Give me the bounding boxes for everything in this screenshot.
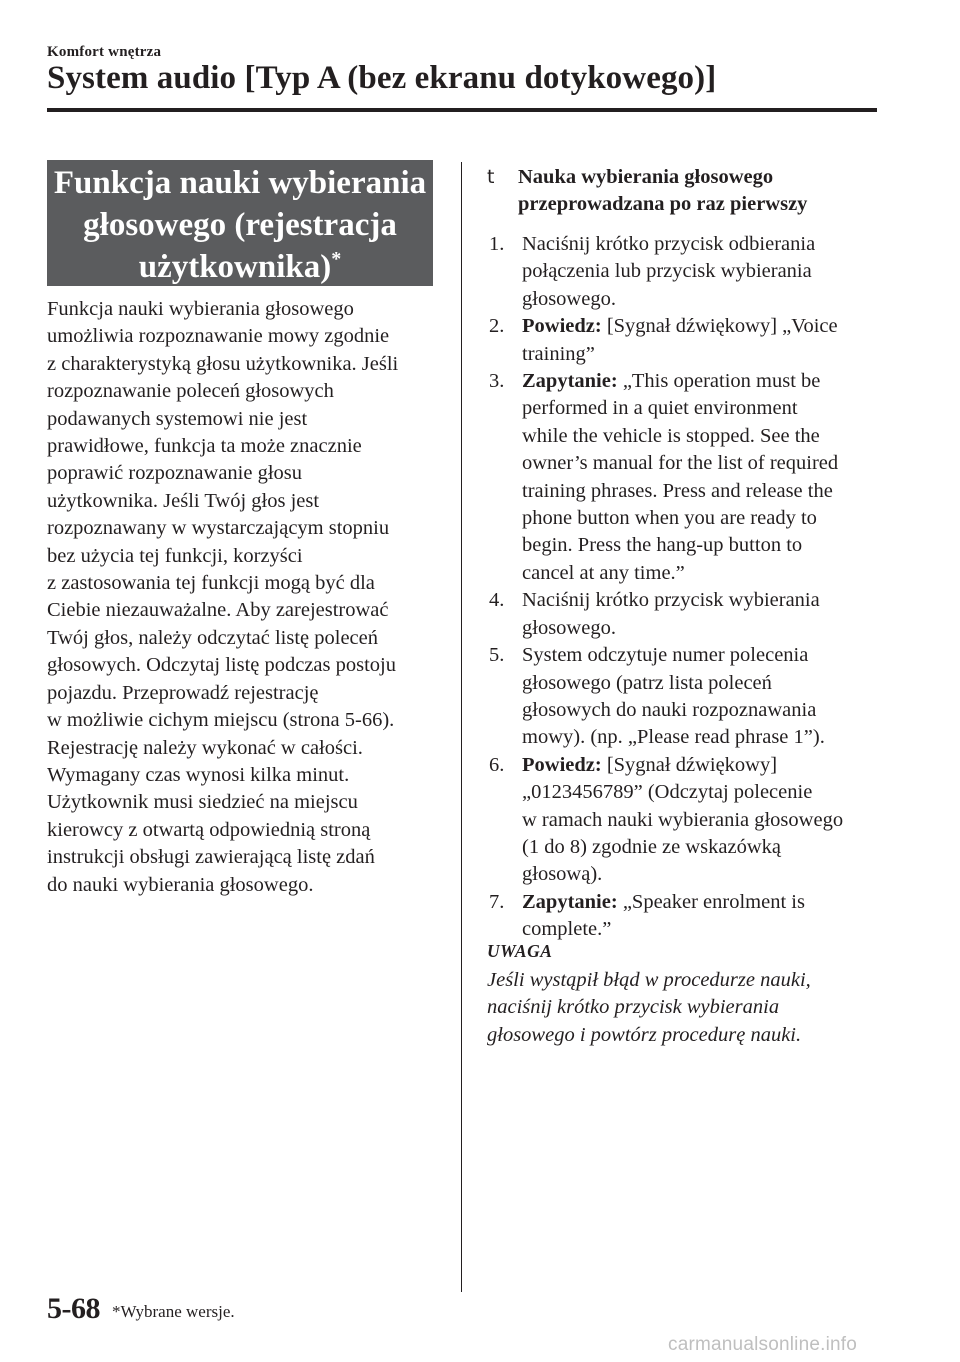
step-line xyxy=(522,889,889,916)
step-line xyxy=(522,368,889,395)
section-heading-line-3 xyxy=(47,246,433,288)
step-line: w ramach nauki wybierania głosowego xyxy=(522,808,844,831)
step-lead: Powiedz: xyxy=(522,753,602,776)
step-line: połączenia lub przycisk wybierania xyxy=(522,260,812,283)
intro-line: bez użycia tej funkcji, korzyści xyxy=(47,544,303,567)
column-divider xyxy=(461,162,462,1292)
section-heading-box xyxy=(47,160,433,286)
step-text: „Speaker enrolment is xyxy=(617,890,805,913)
note-line: głosowego i powtórz procedurę nauki. xyxy=(487,1023,802,1046)
intro-line: rozpoznawany w wystarczającym stopniu xyxy=(47,517,390,540)
intro-line: Funkcja nauki wybierania głosowego xyxy=(47,298,354,320)
section-heading-line-2: głosowego (rejestracja xyxy=(83,207,397,243)
step-line: training phrases. Press and release the xyxy=(522,479,833,502)
step-number: 6. xyxy=(489,753,505,776)
step-text: [Sygnał dźwiękowy] xyxy=(601,753,778,776)
step-number: 2. xyxy=(489,315,505,338)
step-line: performed in a quiet environment xyxy=(522,397,798,420)
step-lead: Powiedz: xyxy=(522,315,602,338)
step-line xyxy=(522,752,889,779)
step-line: System odczytuje numer polecenia xyxy=(522,644,809,667)
section-label: Komfort wnętrza xyxy=(47,44,162,60)
intro-line: Twój głos, należy odczytać listę poleceń xyxy=(47,626,379,649)
watermark: carmanualsonline.info xyxy=(668,1334,858,1355)
step-number: 3. xyxy=(489,370,505,393)
step-line: (1 do 8) zgodnie ze wskazówką xyxy=(522,835,782,858)
header-divider xyxy=(47,108,877,112)
intro-line: prawidłowe, funkcja ta może znacznie xyxy=(47,435,362,458)
step-line xyxy=(522,313,889,340)
step-item xyxy=(489,313,889,368)
step-lead: Zapytanie: xyxy=(522,370,618,393)
steps-list xyxy=(489,231,889,944)
intro-paragraph xyxy=(47,296,447,899)
step-item xyxy=(489,587,889,642)
step-line: głosowego. xyxy=(522,287,616,310)
note-line: naciśnij krótko przycisk wybierania xyxy=(487,996,780,1019)
step-line: „0123456789” (Odczytaj polecenie xyxy=(522,781,813,804)
intro-line: z charakterystyką głosu użytkownika. Jeśli xyxy=(47,352,399,375)
intro-line: pojazdu. Przeprowadź rejestrację xyxy=(47,681,319,704)
intro-line: Wymagany czas wynosi kilka minut. xyxy=(47,763,350,786)
step-item xyxy=(489,752,889,889)
intro-line: instrukcji obsługi zawierającą listę zdań xyxy=(47,846,375,869)
step-line: training” xyxy=(522,342,595,365)
intro-line: podawanych systemowi nie jest xyxy=(47,407,308,430)
step-line: mowy). (np. „Please read phrase 1”). xyxy=(522,726,825,749)
intro-line: umożliwia rozpoznawanie mowy zgodnie xyxy=(47,325,390,348)
intro-line: poprawić rozpoznawanie głosu xyxy=(47,462,303,485)
intro-line: Użytkownik musi siedzieć na miejscu xyxy=(47,791,358,814)
step-line: begin. Press the hang-up button to xyxy=(522,534,803,557)
subheading xyxy=(487,164,887,219)
step-line: głosowego. xyxy=(522,616,616,639)
step-line: complete.” xyxy=(522,918,612,941)
step-item xyxy=(489,231,889,313)
step-line: Naciśnij krótko przycisk wybierania xyxy=(522,589,820,612)
step-text: [Sygnał dźwiękowy] „Voice xyxy=(601,315,838,338)
intro-line: rozpoznawanie poleceń głosowych xyxy=(47,380,334,403)
footnote: *Wybrane wersje. xyxy=(112,1302,235,1321)
step-line: while the vehicle is stopped. See the xyxy=(522,424,820,447)
step-number: 4. xyxy=(489,589,505,612)
step-item xyxy=(489,642,889,752)
step-number: 1. xyxy=(489,233,505,255)
step-text: „This operation must be xyxy=(617,370,821,393)
step-line: głosową). xyxy=(522,863,603,886)
subheading-line-1: Nauka wybierania głosowego xyxy=(518,166,774,188)
step-item xyxy=(489,889,889,944)
note-body xyxy=(487,967,907,1049)
step-line: głosowego (patrz lista poleceń xyxy=(522,671,772,694)
intro-line: Ciebie niezauważalne. Aby zarejestrować xyxy=(47,599,389,622)
page-number: 5-68 xyxy=(47,1292,100,1325)
step-line: głosowych do nauki rozpoznawania xyxy=(522,698,817,721)
note-line: Jeśli wystąpił błąd w procedurze nauki, xyxy=(487,969,811,991)
section-heading-line-1: Funkcja nauki wybierania xyxy=(53,165,427,201)
section-heading-text: użytkownika) xyxy=(138,249,332,285)
step-line: owner’s manual for the list of required xyxy=(522,452,839,475)
step-line: Naciśnij krótko przycisk odbierania xyxy=(522,233,816,255)
page-title: System audio [Typ A (bez ekranu dotykowego)] xyxy=(47,60,717,96)
intro-line: z zastosowania tej funkcji mogą być dla xyxy=(47,572,375,595)
asterisk-marker: * xyxy=(331,248,342,270)
intro-line: użytkownika. Jeśli Twój głos jest xyxy=(47,489,320,512)
intro-line: do nauki wybierania głosowego. xyxy=(47,873,314,896)
intro-line: kierowcy z otwartą odpowiednią stroną xyxy=(47,818,371,841)
subheading-line-2: przeprowadzana po raz pierwszy xyxy=(518,193,808,216)
intro-line: głosowych. Odczytaj listę podczas postoju xyxy=(47,654,397,677)
step-lead: Zapytanie: xyxy=(522,890,618,913)
step-number: 7. xyxy=(489,890,505,913)
bullet-icon: t xyxy=(487,166,495,188)
note-label: UWAGA xyxy=(487,941,553,961)
step-line: cancel at any time.” xyxy=(522,561,685,584)
step-line: phone button when you are ready to xyxy=(522,507,817,530)
intro-line: w możliwie cichym miejscu (strona 5-66). xyxy=(47,709,395,732)
step-item xyxy=(489,368,889,587)
intro-line: Rejestrację należy wykonać w całości. xyxy=(47,736,363,759)
step-number: 5. xyxy=(489,644,505,667)
